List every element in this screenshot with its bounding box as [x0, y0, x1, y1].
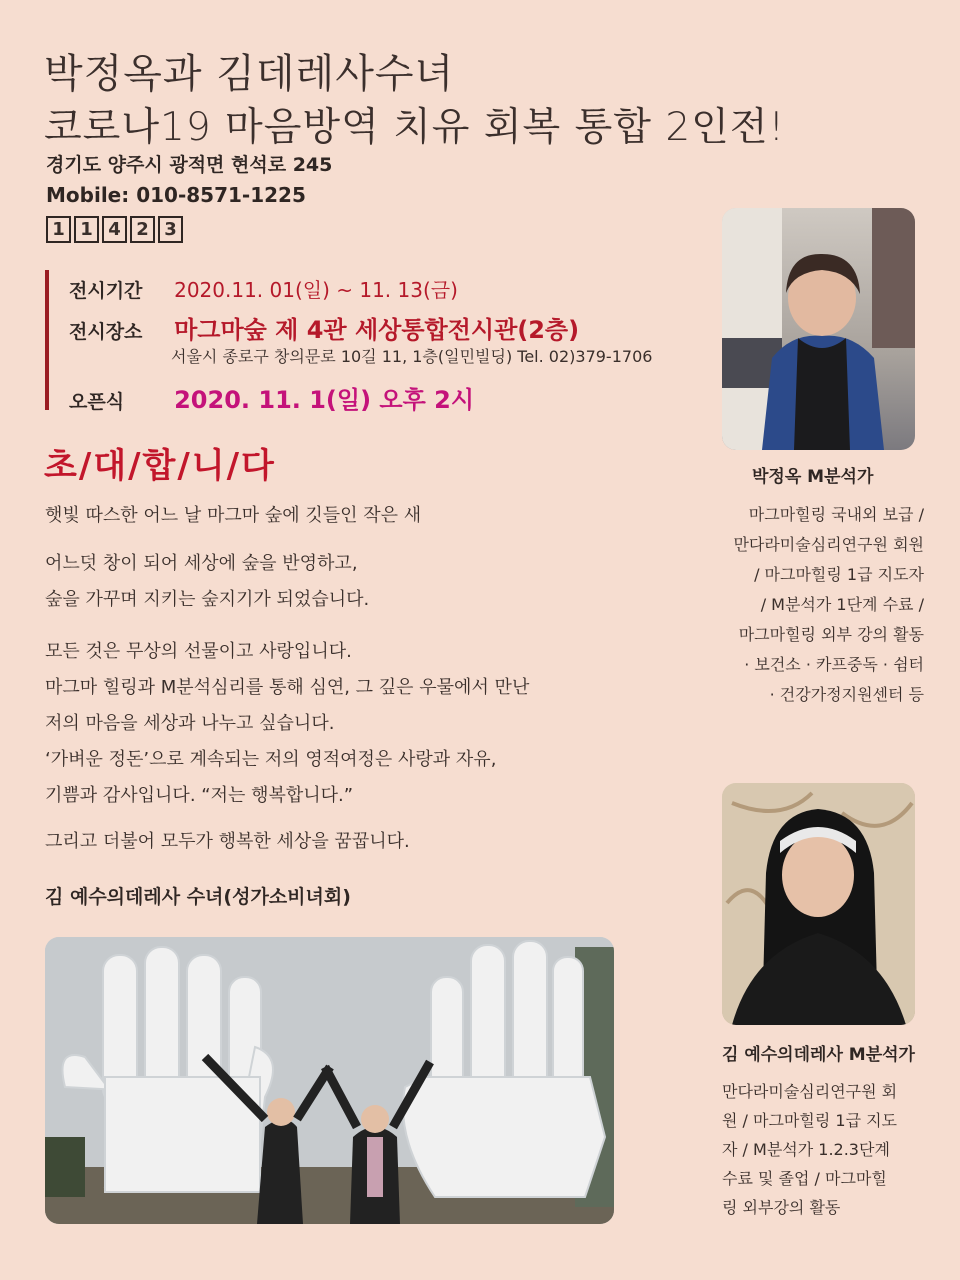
paragraph-1: [45, 498, 421, 534]
postal-digit: 3: [158, 216, 183, 243]
desc-line: 만다라미술심리연구원 회: [722, 1082, 898, 1101]
desc-line: / M분석가 1단계 수료 /: [760, 595, 924, 614]
paragraph-line: 햇빛 따스한 어느 날 마그마 숲에 깃들인 작은 새: [45, 505, 422, 526]
venue-row: [69, 310, 579, 345]
period-label: 전시기간: [69, 280, 143, 302]
postal-digit: 1: [74, 216, 99, 243]
paragraph-line: 어느덧 창이 되어 세상에 숲을 반영하고,: [45, 553, 358, 574]
artist1-photo: [722, 208, 915, 450]
venue-value: 마그마숲 제 4관 세상통합전시관(2층): [174, 316, 580, 344]
postal-digit: 2: [130, 216, 155, 243]
postal-digit: 1: [46, 216, 71, 243]
mobile-number: Mobile: 010-8571-1225: [46, 183, 306, 207]
artist2-photo: [722, 783, 915, 1025]
desc-line: · 보건소 · 카프중독 · 쉼터: [744, 655, 924, 674]
paragraph-line: 숲을 가꾸며 지키는 숲지기가 되었습니다.: [45, 589, 370, 610]
postal-code: [46, 216, 183, 243]
exhibition-info: [45, 270, 689, 414]
opening-label: 오픈식: [69, 391, 125, 413]
group-photo: [45, 937, 614, 1224]
desc-line: · 건강가정지원센터 등: [769, 685, 924, 704]
venue-label: 전시장소: [69, 321, 143, 343]
title-line-2: 코로나19 마음방역 치유 회복 통합 2인전!: [44, 105, 786, 150]
artist2-caption: 김 예수의데레사 M분석가: [722, 1045, 915, 1065]
paragraph-2: [45, 546, 369, 618]
paragraph-line: 모든 것은 무상의 선물이고 사랑입니다.: [45, 641, 352, 662]
opening-row: [69, 380, 474, 415]
artist1-caption: 박정옥 M분석가: [752, 467, 874, 487]
desc-line: 링 외부강의 활동: [722, 1198, 841, 1217]
artist1-portrait-illustration: [722, 208, 915, 450]
paragraph-line: ‘가벼운 정돈’으로 계속되는 저의 영적여정은 사랑과 자유,: [45, 749, 497, 770]
desc-line: 수료 및 졸업 / 마그마힐: [722, 1169, 887, 1188]
artist1-description: [716, 500, 924, 710]
artist2-description: [722, 1077, 914, 1222]
desc-line: 자 / M분석가 1.2.3단계: [722, 1140, 890, 1159]
paragraph-line: 저의 마음을 세상과 나누고 싶습니다.: [45, 713, 335, 734]
invitation-heading: 초/대/합/니/다: [44, 446, 276, 486]
desc-line: 만다라미술심리연구원 회원: [733, 535, 924, 554]
paragraph-line: 그리고 더불어 모두가 행복한 세상을 꿈꿉니다.: [45, 831, 410, 852]
paragraph-line: 기쁨과 감사입니다. “저는 행복합니다.”: [45, 785, 354, 806]
period-row: [69, 274, 458, 303]
paragraph-line: 마그마 힐링과 M분석심리를 통해 심연, 그 깊은 우물에서 만난: [45, 677, 530, 698]
period-value: 2020.11. 01(일) ~ 11. 13(금): [174, 278, 458, 302]
desc-line: 원 / 마그마힐링 1급 지도: [722, 1111, 898, 1130]
paragraph-4: [45, 824, 410, 860]
desc-line: 마그마힐링 국내외 보급 /: [748, 505, 924, 524]
opening-value: 2020. 11. 1(일) 오후 2시: [174, 386, 475, 414]
desc-line: / 마그마힐링 1급 지도자: [754, 565, 924, 584]
artist2-portrait-illustration: [722, 783, 915, 1025]
signature: 김 예수의데레사 수녀(성가소비녀회): [45, 886, 351, 908]
hands-sculpture-illustration: [45, 937, 614, 1224]
postal-digit: 4: [102, 216, 127, 243]
desc-line: 마그마힐링 외부 강의 활동: [738, 625, 924, 644]
address: 경기도 양주시 광적면 현석로 245: [46, 154, 333, 176]
paragraph-3: [45, 634, 529, 814]
venue-address: 서울시 종로구 창의문로 10길 11, 1층(일민빌딩) Tel. 02)379-1706: [171, 347, 653, 366]
title-line-1: 박정옥과 김데레사수녀: [44, 51, 455, 97]
